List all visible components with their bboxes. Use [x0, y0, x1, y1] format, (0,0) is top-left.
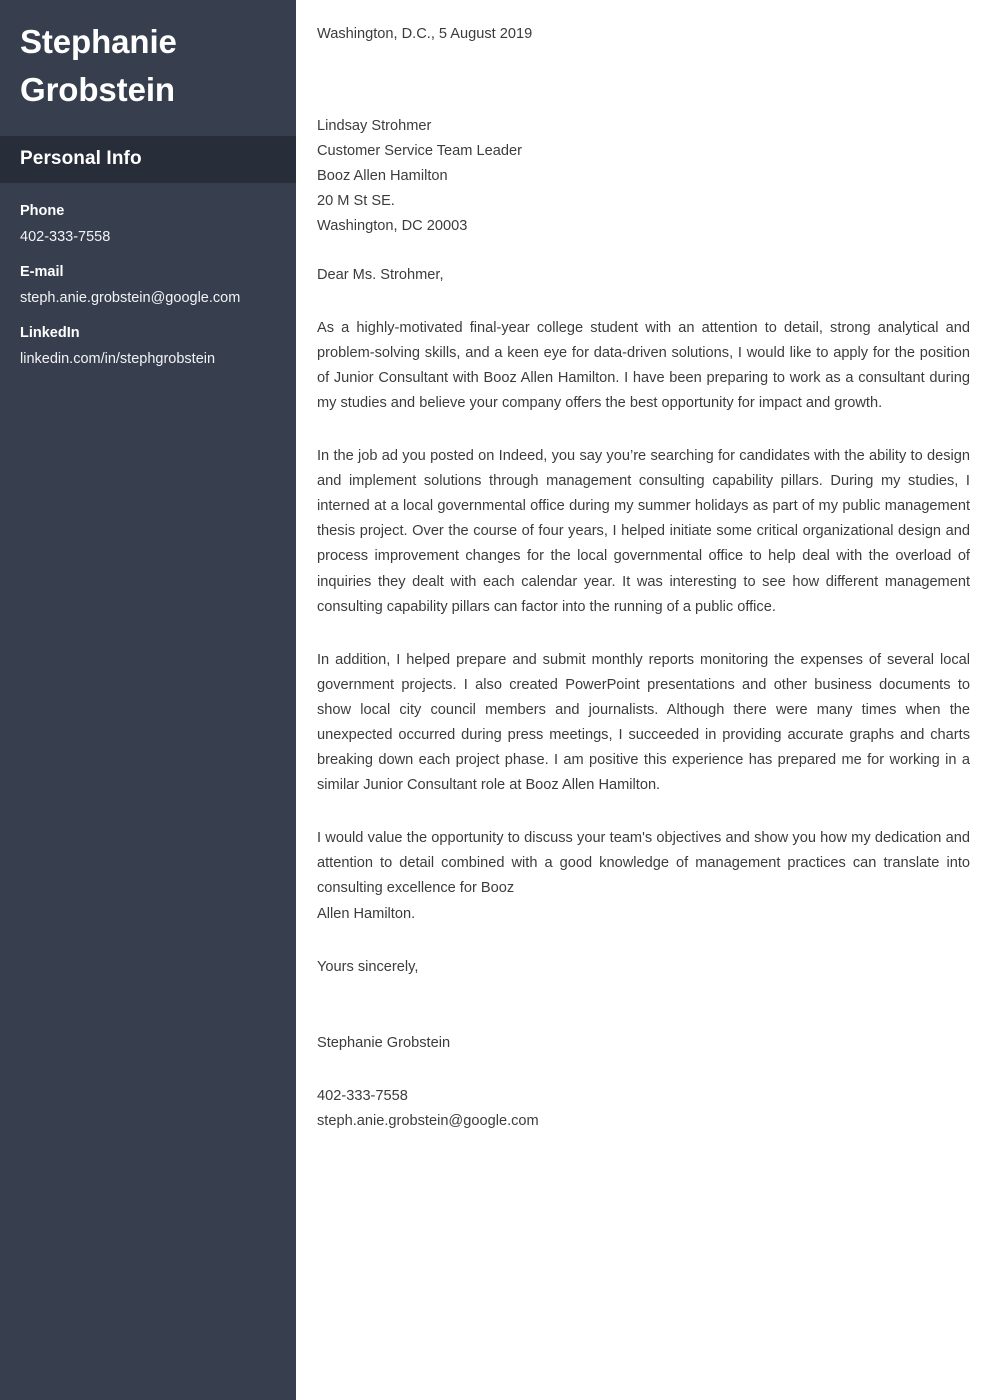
letter-body [296, 0, 990, 1400]
contact-list [0, 183, 296, 369]
body-paragraph-4 [317, 826, 970, 926]
contact-value-phone: 402-333-7558 [20, 229, 111, 246]
recipient-city-state-zip: Washington, DC 20003 [317, 218, 468, 235]
body-paragraph-1: As a highly-motivated final-year college student with an attention to detail, strong analytical and problem-solving skills, and a keen eye for data-driven solutions, I would like to apply for the position of Junior Consultant with Booz Allen Hamilton. I have been preparing to work as a consultant during my studies and believe your company offers the best opportunity for impact and growth. [317, 319, 970, 411]
date-recipient-spacer [317, 48, 970, 114]
contact-item-email [20, 262, 276, 309]
salutation: Dear Ms. Strohmer, [317, 266, 444, 283]
contact-label-phone: Phone [20, 203, 65, 220]
contact-item-linkedin [20, 323, 276, 370]
signature-name: Stephanie Grobstein [317, 1034, 451, 1051]
signature-contact-block [317, 1084, 970, 1134]
recipient-street: 20 M St SE. [317, 193, 395, 210]
candidate-name-block [0, 0, 296, 136]
candidate-name: Stephanie Grobstein [20, 23, 177, 108]
body-paragraph-3: In addition, I helped prepare and submit monthly reports monitoring the expenses of several local government projects. I also created PowerPoint presentations and other business documents to show local city council members and journalists. Although there were many times when the unexpected occurred during press meetings, I succeeded in providing accurate graphs and charts breaking down each project phase. I am positive this experience has prepared me for working in a similar Junior Consultant role at Booz Allen Hamilton. [317, 651, 970, 794]
sidebar [0, 0, 296, 1400]
recipient-job-title: Customer Service Team Leader [317, 143, 522, 160]
body-paragraph-4-part2: Allen Hamilton. [317, 905, 416, 922]
personal-info-title: Personal Info [20, 147, 142, 169]
body-paragraph-2: In the job ad you posted on Indeed, you say you’re searching for candidates with the ability to design and implement solutions through management consulting capability pillars. During my studies, I interned at a local governmental office during my summer holidays as part of my public management thesis project. Over the course of four years, I helped initiate some critical organizational design and process improvement changes for the local governmental office to help deal with the overload of inquiries they dealt with each calendar year. It was interesting to see how different management consulting capability pillars can factor into the running of a public office. [317, 448, 970, 615]
letter-date-line: Washington, D.C., 5 August 2019 [317, 26, 533, 42]
contact-label-email: E-mail [20, 264, 64, 281]
contact-item-phone [20, 201, 276, 248]
contact-value-email[interactable]: steph.anie.grobstein@google.com [20, 290, 241, 306]
personal-info-section-header [0, 136, 296, 184]
recipient-company: Booz Allen Hamilton [317, 168, 448, 185]
body-paragraph-4-part1: I would value the opportunity to discuss your team's objectives and show you how my dedication and attention to detail combined with a good knowledge of management practices can translate into consulting excellence for Booz [317, 830, 970, 897]
closing-line: Yours sincerely, [317, 958, 419, 975]
recipient-name: Lindsay Strohmer [317, 118, 432, 135]
signature-phone: 402-333-7558 [317, 1087, 408, 1104]
letter-content [317, 22, 970, 1134]
recipient-address-block [317, 114, 970, 239]
contact-label-linkedin: LinkedIn [20, 325, 80, 342]
signature-email[interactable]: steph.anie.grobstein@google.com [317, 1112, 539, 1129]
contact-value-linkedin[interactable]: linkedin.com/in/stephgrobstein [20, 350, 216, 367]
